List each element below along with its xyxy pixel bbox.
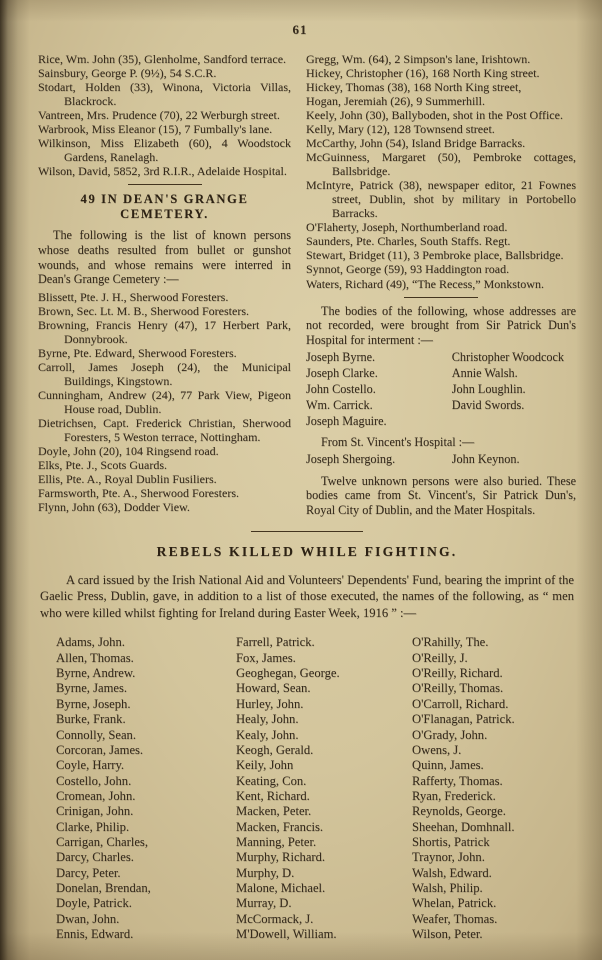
rebel-name: Donelan, Brendan, [56,881,151,896]
victim-entry: Warbrook, Miss Eleanor (15), 7 Fumbally's lane. [38,122,273,137]
victim-entry: Gregg, Wm. (64), 2 Simpson's lane, Irishtown. [306,52,531,66]
rebel-name: Owens, J. [412,742,462,757]
section-divider-rule [251,531,363,532]
victim-entry: Wilkinson, Miss Elizabeth (60), 4 Woodstock Gardens, Ranelagh. [38,136,291,165]
rebel-name: M'Dowell, William. [236,927,337,942]
cemetery-intro-paragraph: The following is the list of known persons whose deaths resulted from bullet or gunshot wounds, and whose remains were interred in Dean's Grange Cemetery :— [38,228,291,287]
rebel-name: Farrell, Patrick. [236,635,315,650]
rebel-name: Ennis, Edward. [56,927,134,942]
rebel-name: Walsh, Edward. [412,865,492,880]
victim-entry: Wilson, David, 5852, 3rd R.I.R., Adelaide Hospital. [38,164,287,179]
burial-entry: Browning, Francis Henry (47), 17 Herbert Park, Donnybrook. [38,317,291,346]
rebel-name: Sheehan, Domhnall. [412,819,515,834]
rebel-name: Corcoran, James. [56,742,144,757]
rebel-name: Malone, Michael. [236,881,326,896]
rebel-name: Hurley, John. [236,696,304,711]
rebels-names-columns [56,635,576,942]
victim-entry: Sainsbury, George P. (9½), 54 S.C.R. [38,66,217,81]
burial-entry: Carroll, James Joseph (24), the Municipal Buildings, Kingstown. [38,360,291,389]
victim-entry: O'Flaherty, Joseph, Northumberland road. [306,220,508,235]
divider-rule [128,184,202,185]
rebel-name: Quinn, James. [412,758,484,773]
hospital-interment-names [306,350,576,429]
rebel-name: Keily, John [236,758,294,773]
rebels-names-column-1 [56,635,236,942]
rebel-name: Allen, Thomas. [56,650,134,665]
victim-entry: McIntyre, Patrick (38), newspaper editor, 21 Fownes street, Dublin, shot by military in Portobello Barracks. [306,178,576,221]
unknown-persons-paragraph: Twelve unknown persons were also buried. These bodies came from St. Vincent's, Sir Patrick Dun's, Royal City of Dublin, and the Mater Hospitals. [306,473,576,517]
burial-entry: Flynn, John (63), Dodder View. [38,500,190,515]
rebel-name: Crinigan, John. [56,804,134,819]
rebel-name: O'Reilly, Richard. [412,666,503,681]
name-left: Wm. Carrick. [306,398,373,413]
rebel-name: Reynolds, George. [412,804,506,819]
rebel-name: O'Reilly, Thomas. [412,681,504,696]
divider-rule [404,297,478,298]
rebel-name: Weafer, Thomas. [412,911,498,926]
burial-entry: Byrne, Pte. Edward, Sherwood Foresters. [38,345,237,360]
rebel-name: O'Grady, John. [412,727,488,742]
victim-entry: Vantreen, Mrs. Prudence (70), 22 Werburgh street. [38,108,280,123]
right-column [306,52,576,521]
burial-entry: Cunningham, Andrew (24), 77 Park View, Pigeon House road, Dublin. [38,388,291,417]
name-right [452,414,576,430]
rebel-name: Byrne, Joseph. [56,696,131,711]
burial-entry: Ellis, Pte. A., Royal Dublin Fusiliers. [38,472,217,487]
rebel-name: Wilson, Peter. [412,927,483,942]
victim-entry: Stodart, Holden (33), Winona, Victoria Villas, Blackrock. [38,80,291,109]
name-left: Joseph Maguire. [306,413,387,428]
rebel-name: Manning, Peter. [236,835,317,850]
rebel-name: O'Reilly, J. [412,650,468,665]
rebel-name: Adams, John. [56,635,125,650]
rebel-name: Walsh, Philip. [412,881,483,896]
name-right: Annie Walsh. [451,366,518,381]
rebel-name: Fox, James. [236,650,296,665]
victim-entry: Synnot, George (59), 93 Haddington road. [306,262,510,277]
rebel-name: Burke, Frank. [56,712,126,727]
rebel-name: O'Rahilly, The. [412,635,489,650]
name-left: John Costello. [306,382,376,397]
rebel-name: Shortis, Patrick [412,835,490,850]
victim-entry: McGuinness, Margaret (50), Pembroke cottages, Ballsbridge. [306,150,576,179]
rebel-name: O'Carroll, Richard. [412,696,509,711]
rebel-name: Dwan, John. [56,911,120,926]
name-pair-row [306,382,576,398]
victims-list-right [306,52,576,291]
victim-entry: Hickey, Thomas (38), 168 North King street, [306,80,522,95]
page-number: 61 [292,22,308,37]
name-left: Joseph Clarke. [306,366,378,381]
burial-entry: Brown, Sec. Lt. M. B., Sherwood Foresters. [38,303,249,318]
two-column-section [38,52,576,521]
rebel-name: Murphy, Richard. [236,850,326,865]
rebel-name: Coyle, Harry. [56,758,125,773]
name-pair-row [306,350,576,366]
rebel-name: O'Flanagan, Patrick. [412,712,515,727]
rebel-name: Darcy, Peter. [56,865,121,880]
rebel-name: Howard, Sean. [236,681,311,696]
name-left: Joseph Shergoing. [306,451,396,466]
name-right: John Keynon. [451,451,520,466]
name-right: John Loughlin. [451,382,526,397]
rebel-name: Whelan, Patrick. [412,896,497,911]
rebel-name: Ryan, Frederick. [412,788,496,803]
rebel-name: Keating, Con. [236,773,307,788]
rebels-names-column-3 [412,635,576,942]
victim-entry: Waters, Richard (49), “The Recess,” Monkstown. [306,276,544,291]
rebel-name: Kealy, John. [236,727,299,742]
rebels-intro-paragraph: A card issued by the Irish National Aid and Volunteers' Dependents' Fund, bearing the imprint of the Gaelic Press, Dublin, gave, in addition to a list of those executed, the names of the following, as “ men who were killed whilst fighting for Ireland during Easter Week, 1916 ” :— [40,572,574,620]
rebel-name: Murphy, D. [236,865,295,880]
name-left: Joseph Byrne. [306,350,376,365]
rebel-name: Keogh, Gerald. [236,742,314,757]
rebel-name: Carrigan, Charles, [56,835,148,850]
victim-entry: Stewart, Bridget (11), 3 Pembroke place, Ballsbridge. [306,248,564,263]
name-right: Christopher Woodcock [451,350,564,365]
victim-entry: Rice, Wm. John (35), Glenholme, Sandford terrace. [38,52,287,66]
burial-entry: Farmsworth, Pte. A., Sherwood Foresters. [38,486,239,501]
name-pair-row [306,366,576,382]
rebel-name: Connolly, Sean. [56,727,136,742]
rebel-name: Cromean, John. [56,788,136,803]
rebel-name: Clarke, Philip. [56,819,130,834]
rebel-name: Byrne, Andrew. [56,666,136,681]
rebels-section-heading: REBELS KILLED WHILE FIGHTING. [156,543,458,559]
victim-entry: Saunders, Pte. Charles, South Staffs. Regt. [306,234,511,249]
left-column [38,52,291,521]
vincents-hospital-line: From St. Vincent's Hospital :— [321,434,475,449]
victim-entry: Kelly, Mary (12), 128 Townsend street. [306,122,495,137]
rebel-name: Traynor, John. [412,850,485,865]
rebel-name: Kent, Richard. [236,788,310,803]
name-pair-row [306,414,576,430]
burial-entry: Elks, Pte. J., Scots Guards. [38,458,167,473]
hospital-intro-paragraph: The bodies of the following, whose addresses are not recorded, were brought from Sir Patrick Dun's Hospital for interment :— [306,303,576,347]
rebel-name: McCormack, J. [236,911,314,926]
rebel-name: Macken, Peter. [236,804,312,819]
vincents-names [306,452,576,468]
victim-entry: Keely, John (30), Ballyboden, shot in the Post Office. [306,108,563,123]
victim-entry: McCarthy, John (54), Island Bridge Barracks. [306,136,526,151]
rebel-name: Geoghegan, George. [236,666,340,681]
rebel-name: Darcy, Charles. [56,850,134,865]
victims-continuation-list [38,52,291,178]
burial-entry: Blissett, Pte. J. H., Sherwood Foresters. [38,289,229,304]
rebel-name: Rafferty, Thomas. [412,773,503,788]
rebel-name: Costello, John. [56,773,132,788]
rebel-name: Macken, Francis. [236,819,324,834]
victim-entry: Hickey, Christopher (16), 168 North King street. [306,66,540,81]
rebel-name: Murray, D. [236,896,292,911]
burial-entry: Dietrichsen, Capt. Frederick Christian, Sherwood Foresters, 5 Weston terrace, Nottingham. [38,416,291,445]
rebel-name: Healy, John. [236,712,299,727]
burial-entry: Doyle, John (20), 104 Ringsend road. [38,444,219,459]
name-right: David Swords. [451,398,525,413]
name-pair-row [306,398,576,414]
rebel-name: Byrne, James. [56,681,127,696]
rebels-names-column-2 [236,635,412,942]
cemetery-section-heading: 49 IN DEAN'S GRANGE CEMETERY. [80,192,249,222]
cemetery-burials-list [38,290,291,515]
name-pair-row [306,452,576,468]
victim-entry: Hogan, Jeremiah (26), 9 Summerhill. [306,94,485,109]
rebel-name: Doyle, Patrick. [56,896,132,911]
